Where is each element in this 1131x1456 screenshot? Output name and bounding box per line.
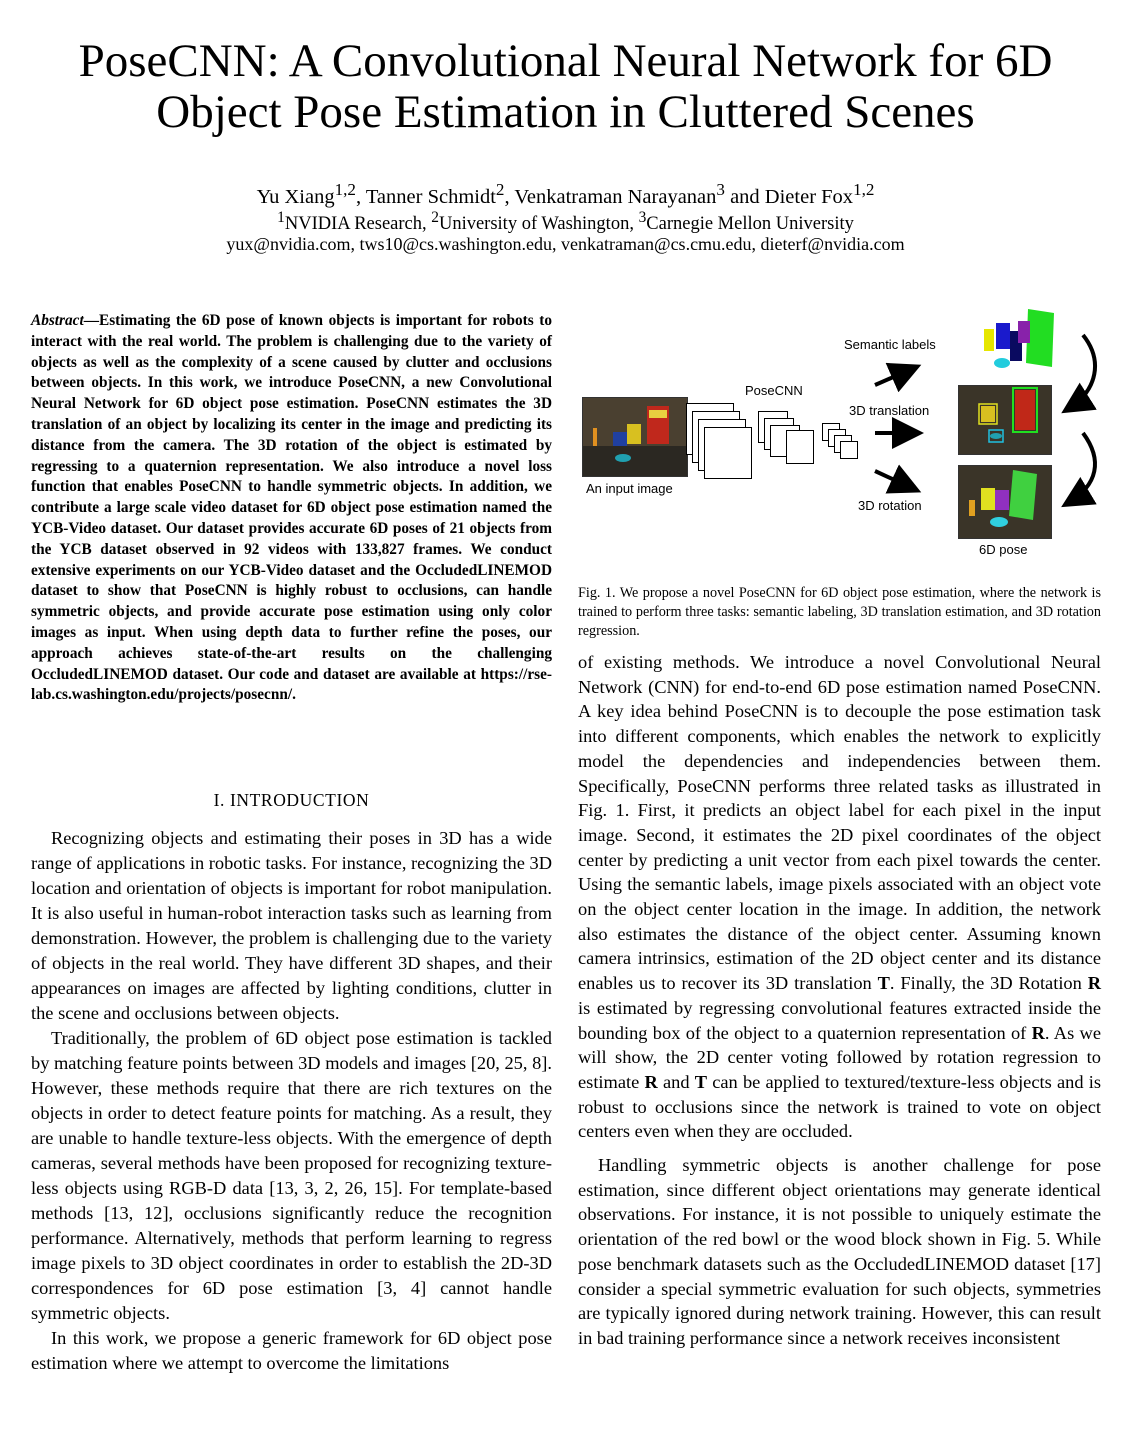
intro-paragraph-1: Recognizing objects and estimating their poses in 3D has a wide range of applications in robotic tasks. For instance, recognizing the 3D location and orientation of objects is important for robot manipulation. It is also useful in human-robot interaction tasks such as learning from demonstration. However, the problem is challenging due to the variety of objects in the real world. They have different 3D shapes, and their appearances on images are affected by lighting conditions, clutter in the scene and occlusions between objects. (31, 828, 552, 1023)
math-symbol-T: T (694, 1071, 708, 1092)
author-name: and Dieter Fox (724, 185, 854, 208)
text-run: is estimated by regressing convolutional features extracted inside the bounding box of the object to a quaternion representation of (578, 997, 1101, 1043)
arrow-semantic (875, 368, 914, 385)
abstract (31, 311, 552, 706)
arrow-curve-upper (1068, 335, 1095, 409)
text-run: of existing methods. We introduce a novel Convolutional Neural Network (CNN) for end-to-end 6D pose estimation named PoseCNN. A key idea behind PoseCNN is to decouple the pose estimation task into different components, which enables the network to explicitly model the dependencies and independencies between them. Specifically, PoseCNN performs three related tasks as illustrated in Fig. 1. First, it predicts an object label for each pixel in the input image. Second, it estimates the 2D pixel coordinates of the object center by predicting a unit vector from each pixel towards the center. Using the semantic labels, image pixels associated with an object vote on the object center location in the image. In addition, the network also estimates the distance of the object center. Assuming known camera intrinsics, estimation of the 2D object center and its distance enables us to recover its 3D translation (578, 652, 1101, 994)
author-emails: yux@nvidia.com, tws10@cs.washington.edu, venkatraman@cs.cmu.edu, dieterf@nvidia.com (226, 234, 905, 254)
text-run: . Finally, the 3D Rotation (889, 973, 1088, 994)
author-name: Yu Xiang (256, 185, 335, 208)
paper-title (0, 36, 1131, 138)
affiliation-name: NVIDIA Research, (284, 214, 432, 235)
intro-paragraph-2: Traditionally, the problem of 6D object pose estimation is tackled by matching feature points between 3D models and images [20, 25, 8]. However, these methods require that there are rich textures on the objects in order to detect feature points for matching. As a result, they are unable to handle texture-less objects. With the emergence of depth cameras, several methods have been proposed for recognizing texture-less objects using RGB-D data [13, 3, 2, 26, 15]. For template-based methods [13, 12], occlusions significantly reduce the recognition performance. Alternatively, methods that perform learning to regress image pixels to 3D object coordinates in order to establish the 2D-3D correspondences for 6D pose estimation [3, 4] cannot handle symmetric objects. (31, 1028, 552, 1323)
author-name: , Tanner Schmidt (355, 185, 496, 208)
arrow-rotation (875, 471, 914, 489)
affiliation-name: University of Washington, (438, 214, 639, 235)
arrow-curve-lower (1068, 433, 1095, 503)
translation-result-illustration (959, 386, 1051, 454)
math-symbol-R: R (1031, 1022, 1045, 1043)
figure-1-caption: Fig. 1. We propose a novel PoseCNN for 6D object pose estimation, where the network is trained to perform three tasks: semantic labeling, 3D translation estimation, and 3D rotation regression. (578, 585, 1101, 639)
intro-paragraph-3: In this work, we propose a generic framework for 6D object pose estimation where we attempt to overcome the limitations (31, 1328, 552, 1373)
label-input-image: An input image (586, 481, 673, 496)
label-6d-pose: 6D pose (979, 542, 1028, 557)
affiliation-name: Carnegie Mellon University (646, 214, 854, 235)
author-affiliation-mark: 3 (716, 180, 725, 199)
affiliation-mark: 2 (431, 209, 439, 226)
text-run: and (657, 1071, 695, 1092)
author-list (0, 178, 1131, 209)
symmetric-objects-paragraph: Handling symmetric objects is another challenge for pose estimation, since different object orientations may generate identical observations. For instance, it is not possible to uniquely estimate the orientation of the red bowl or the wood block shown in Fig. 5. While pose benchmark datasets such as the OccludedLINEMOD dataset [17] consider a special symmetric evaluation for such objects, symmetries are typically ignored during network training. However, this can result in bad training performance since a network receives inconsistent (578, 1155, 1101, 1348)
section-heading-introduction: I. INTRODUCTION (213, 790, 370, 810)
abstract-text: —Estimating the 6D pose of known objects is important for robots to interact with the real world. The problem is challenging due to the variety of objects as well as the complexity of a scene caused by clutter and occlusions between objects. In this work, we introduce PoseCNN, a new Convolutional Neural Network for 6D object pose estimation. PoseCNN estimates the 3D translation of an object by localizing its center in the image and predicting its distance from the camera. The 3D rotation of the object is estimated by regressing to a quaternion representation. We also introduce a novel loss function that enables PoseCNN to handle symmetric objects. In addition, we contribute a large scale video dataset for 6D object pose estimation named the YCB-Video dataset. Our dataset provides accurate 6D poses of 21 objects from the YCB dataset observed in 92 videos with 133,827 frames. We conduct extensive experiments on our YCB-Video dataset and the OccludedLINEMOD dataset to show that PoseCNN is highly robust to occlusions, can handle symmetric objects, and provide accurate pose estimation using only color images as input. When using depth data to further refine the poses, our approach achieves state-of-the-art results on the challenging OccludedLINEMOD dataset. Our code and dataset are available at https://rse-lab.cs.washington.edu/projects/posecnn/. (31, 312, 552, 704)
pose-result-illustration (959, 466, 1051, 538)
semantic-labels-image (980, 307, 1070, 375)
author-name: , Venkatraman Narayanan (504, 185, 717, 208)
left-column-body (31, 826, 552, 1376)
author-affiliation-mark: 1,2 (853, 180, 875, 199)
pose-result-image (958, 465, 1052, 539)
affiliation-mark: 1 (277, 209, 285, 226)
abstract-lead: Abstract (31, 312, 84, 329)
label-3d-translation: 3D translation (849, 403, 930, 418)
translation-result-image (958, 385, 1052, 455)
figure-1 (578, 305, 1101, 570)
text-run: can be applied to textured/texture-less objects and is robust to occlusions since the network is trained to vote on object centers even when they are occluded. (578, 1071, 1101, 1142)
title-line-2: Object Pose Estimation in Cluttered Scenes (156, 86, 975, 138)
label-semantic-labels: Semantic labels (844, 337, 936, 352)
author-affiliation-mark: 1,2 (334, 180, 356, 199)
title-line-1: PoseCNN: A Convolutional Neural Network for 6D (78, 35, 1053, 87)
affiliations (0, 207, 1131, 235)
math-symbol-T: T (877, 973, 890, 994)
label-posecnn: PoseCNN (745, 383, 803, 398)
label-3d-rotation: 3D rotation (858, 498, 922, 513)
math-symbol-R: R (1087, 973, 1101, 994)
intro-continuation-paragraph (578, 650, 1101, 1144)
affiliation-mark: 3 (638, 209, 647, 226)
text-run: . As we will show, the 2D center voting followed by rotation regression to estimate (578, 1022, 1101, 1092)
right-column-body (578, 650, 1101, 1351)
author-affiliation-mark: 2 (495, 180, 505, 199)
math-symbol-R: R (644, 1071, 658, 1092)
